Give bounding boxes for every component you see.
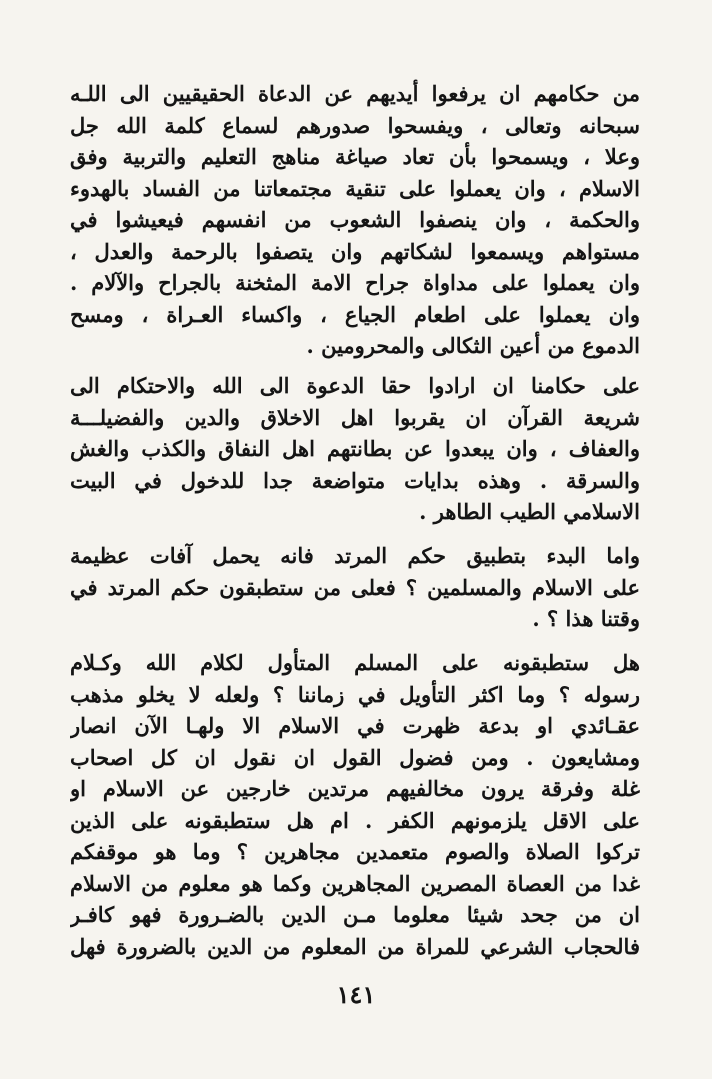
text-line: شريعة القرآن ان يقربوا اهل الاخلاق والدين والفضيلـــة — [70, 404, 640, 430]
text-line: والسرقة . وهذه بدايات متواضعة جدا للدخول في البيت — [70, 467, 640, 493]
text-line: غلة وفرقة يرون مخالفيهم مرتدين خارجين عن الاسلام او — [70, 776, 640, 801]
text-line: غدا من العصاة المصرين المجاهرين وكما هو معلوم من الاسلام — [70, 870, 640, 896]
text-line: فالحجاب الشرعي للمراة من المعلوم من الدين بالضرورة فهل — [70, 933, 640, 959]
text-line: عقـائدي او بدعة ظهرت في الاسلام الا ولهـا الآن انصار — [70, 713, 640, 738]
text-line: على الاسلام والمسلمين ؟ فعلى من ستطبقون حكم المرتد في — [70, 574, 640, 600]
text-line: رسوله ؟ وما اكثر التأويل في زماننا ؟ ولعله لا يخلو مذهب — [70, 681, 640, 707]
text-line: ان من جحد شيئا معلوما مـن الدين بالضـرورة فهو كافـر — [70, 902, 640, 927]
text-line: هل ستطبقونه على المسلم المتأول لكلام الله وكـلام — [70, 650, 640, 675]
text-line: الدموع من أعين الثكالى والمحرومين . — [306, 333, 640, 358]
text-line: والحكمة ، وان ينصفوا الشعوب من انفسهم فيعيشوا في — [70, 207, 640, 232]
text-line: ومشايعون . ومن فضول القول ان نقول ان كل اصحاب — [70, 744, 640, 770]
text-line: مستواهم ويسمعوا لشكاتهم وان يتصفوا بالرحمة والعدل ، — [70, 238, 640, 264]
text-line: والعفاف ، وان يبعدوا عن بطانتهم اهل النفاق والكذب والغش — [70, 436, 640, 461]
text-line: الاسلامي الطيب الطاهر . — [419, 499, 640, 524]
text-line: وعلا ، ويسمحوا بأن تعاد صياغة مناهج التعليم والتربية وفق — [70, 144, 640, 169]
text-line: سبحانه وتعالى ، ويفسحوا صدورهم لسماع كلمة الله جل — [70, 112, 640, 138]
text-line: من حكامهم ان يرفعوا أيديهم عن الدعاة الحقيقيين الى اللـه — [70, 81, 640, 106]
text-line: الاسلام ، وان يعملوا على تنقية مجتمعاتنا من الفساد بالهدوء — [70, 175, 640, 201]
text-line: وقتنا هذا ؟ . — [532, 606, 640, 631]
text-line: تركوا الصلاة والصوم متعمدين مجاهرين ؟ وما هو موقفكم — [70, 839, 640, 864]
paragraph-4 — [70, 647, 640, 962]
text-line: وان يعملوا على مداواة جراح الامة المثخنة بالجراح والآلام . — [70, 270, 640, 295]
text-line: وان يعملوا على اطعام الجياع ، واكساء العـراة ، ومسح — [70, 301, 640, 327]
page-number: ١٤١ — [336, 980, 376, 1009]
paragraph-2 — [70, 370, 640, 528]
text-line: على حكامنا ان ارادوا حقا الدعوة الى الله والاحتكام الى — [70, 373, 640, 398]
text-line: على الاقل يلزمونهم الكفر . ام هل ستطبقونه على الذين — [70, 807, 640, 833]
text-line: واما البدء بتطبيق حكم المرتد فانه يحمل آفات عظيمة — [70, 543, 640, 568]
paragraph-1 — [70, 78, 640, 362]
paragraph-3 — [70, 540, 640, 635]
